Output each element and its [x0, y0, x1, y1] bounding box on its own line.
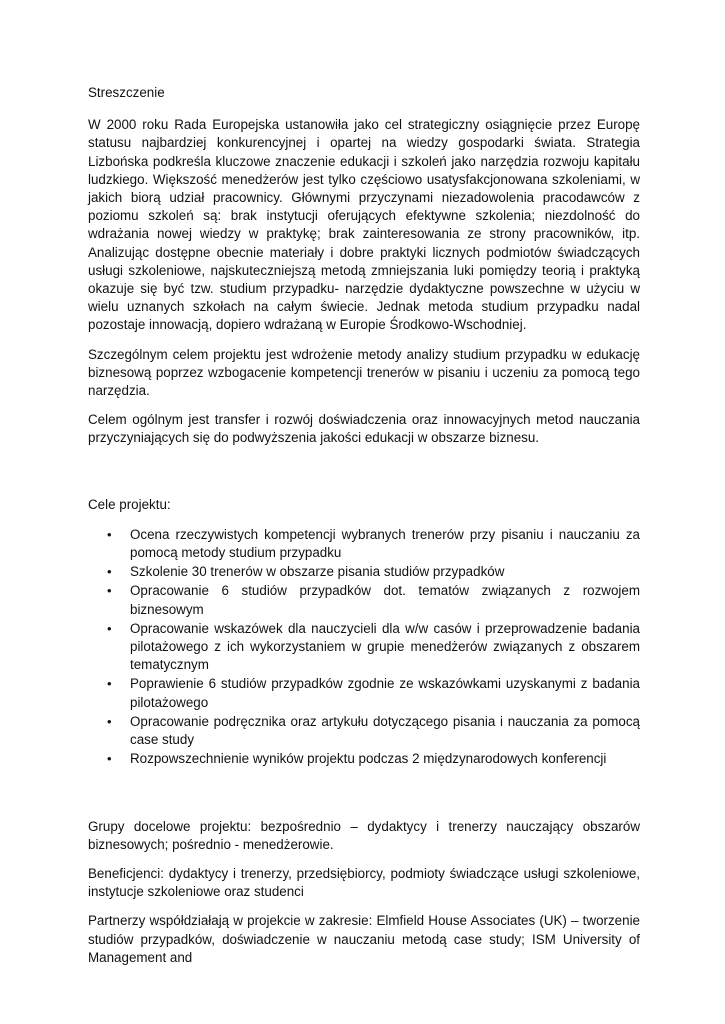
list-item [88, 563, 640, 581]
bullet-icon: • [107, 751, 112, 767]
list-item [88, 620, 640, 675]
bullet-icon: • [107, 564, 112, 580]
bullet-icon: • [107, 676, 112, 692]
goal-text: Opracowanie wskazówek dla nauczycieli dla w/w casów i przeprowadzenie badania pilotażowego z ich wykorzystaniem w grupie menedżerów związanych z obszarem tematycznym [130, 620, 640, 673]
intro-paragraph-general-goal: Celem ogólnym jest transfer i rozwój doświadczenia oraz innowacyjnych metod nauczania przyczyniających się do podwyższenia jakości edukacji w obszarze biznesu. [88, 412, 640, 446]
goal-text: Opracowanie 6 studiów przypadków dot. tematów związanych z rozwojem biznesowym [130, 583, 640, 617]
target-groups-paragraph: Grupy docelowe projektu: bezpośrednio – dydaktycy i trenerzy nauczający obszarów biznesowych; pośrednio - menedżerowie. [88, 818, 640, 852]
list-item [88, 675, 640, 711]
goal-text: Rozpowszechnienie wyników projektu podczas 2 międzynarodowych konferencji [130, 751, 607, 767]
bullet-icon: • [107, 526, 112, 542]
document-page [88, 84, 640, 978]
bullet-icon: • [107, 620, 112, 636]
bullet-icon: • [107, 583, 112, 599]
section-spacer [88, 459, 640, 496]
list-item [88, 750, 640, 768]
bullet-icon: • [107, 713, 112, 729]
beneficiaries-paragraph: Beneficjenci: dydaktycy i trenerzy, przedsiębiorcy, podmioty świadczące usługi szkoleniowe, instytucje szkoleniowe oraz studenci [88, 865, 640, 900]
goal-text: Ocena rzeczywistych kompetencji wybranych trenerów przy pisaniu i nauczaniu za pomocą metody studium przypadku [130, 526, 640, 561]
section-spacer [88, 770, 640, 818]
goals-heading: Cele projektu: [88, 496, 171, 512]
goal-text: Opracowanie podręcznika oraz artykułu dotyczącego pisania i nauczania za pomocą case study [130, 713, 640, 748]
summary-heading: Streszczenie [88, 85, 165, 100]
goal-text: Szkolenie 30 trenerów w obszarze pisania studiów przypadków [130, 564, 505, 580]
goal-text: Poprawienie 6 studiów przypadków zgodnie ze wskazówkami uzyskanymi z badania pilotażowego [130, 676, 640, 710]
list-item [88, 526, 640, 562]
intro-paragraph-specific-goal: Szczególnym celem projektu jest wdrożenie metody analizy studium przypadku w edukację biznesową poprzez wzbogacenie kompetencji trenerów w pisaniu i uczeniu za pomocą tego narzędzia. [88, 346, 640, 399]
list-item [88, 582, 640, 618]
list-item [88, 713, 640, 749]
goals-list [88, 526, 640, 769]
partners-paragraph: Partnerzy współdziałają w projekcie w zakresie: Elmfield House Associates (UK) – tworzenie studiów przypadków, doświadczenie w nauczaniu metodą case study; ISM University of Management and [88, 913, 640, 965]
intro-paragraph-background: W 2000 roku Rada Europejska ustanowiła jako cel strategiczny osiągnięcie przez Europę statusu najbardziej konkurencyjnej i opartej na wiedzy gospodarki świata. Strategia Lizbońska podkreśla kluczowe znaczenie edukacji i szkoleń jako narzędzia rozwoju kapitału ludzkiego. Większość menedżerów jest tylko częściowo usatysfakcjonowana szkoleniami, w jakich biorą udział pracownicy. Głównymi przyczynami niezadowolenia pracodawców z poziomu szkoleń są: brak instytucji oferujących efektywne szkolenia; niezdolność do wdrażania nowej wiedzy w praktykę; brak zainteresowania ze strony pracowników, itp. Analizując dostępne obecnie materiały i dobre praktyki licznych podmiotów świadczących usługi szkoleniowe, najskuteczniejszą metodą zmniejszania luki pomiędzy teorią i praktyką okazuje się być tzw. studium przypadku- narzędzie dydaktyczne powszechne w użyciu w wielu uznanych szkołach na całym świecie. Jednak metoda studium przypadku nadal pozostaje innowacją, dopiero wdrażaną w Europie Środkowo-Wschodniej. [88, 117, 640, 333]
